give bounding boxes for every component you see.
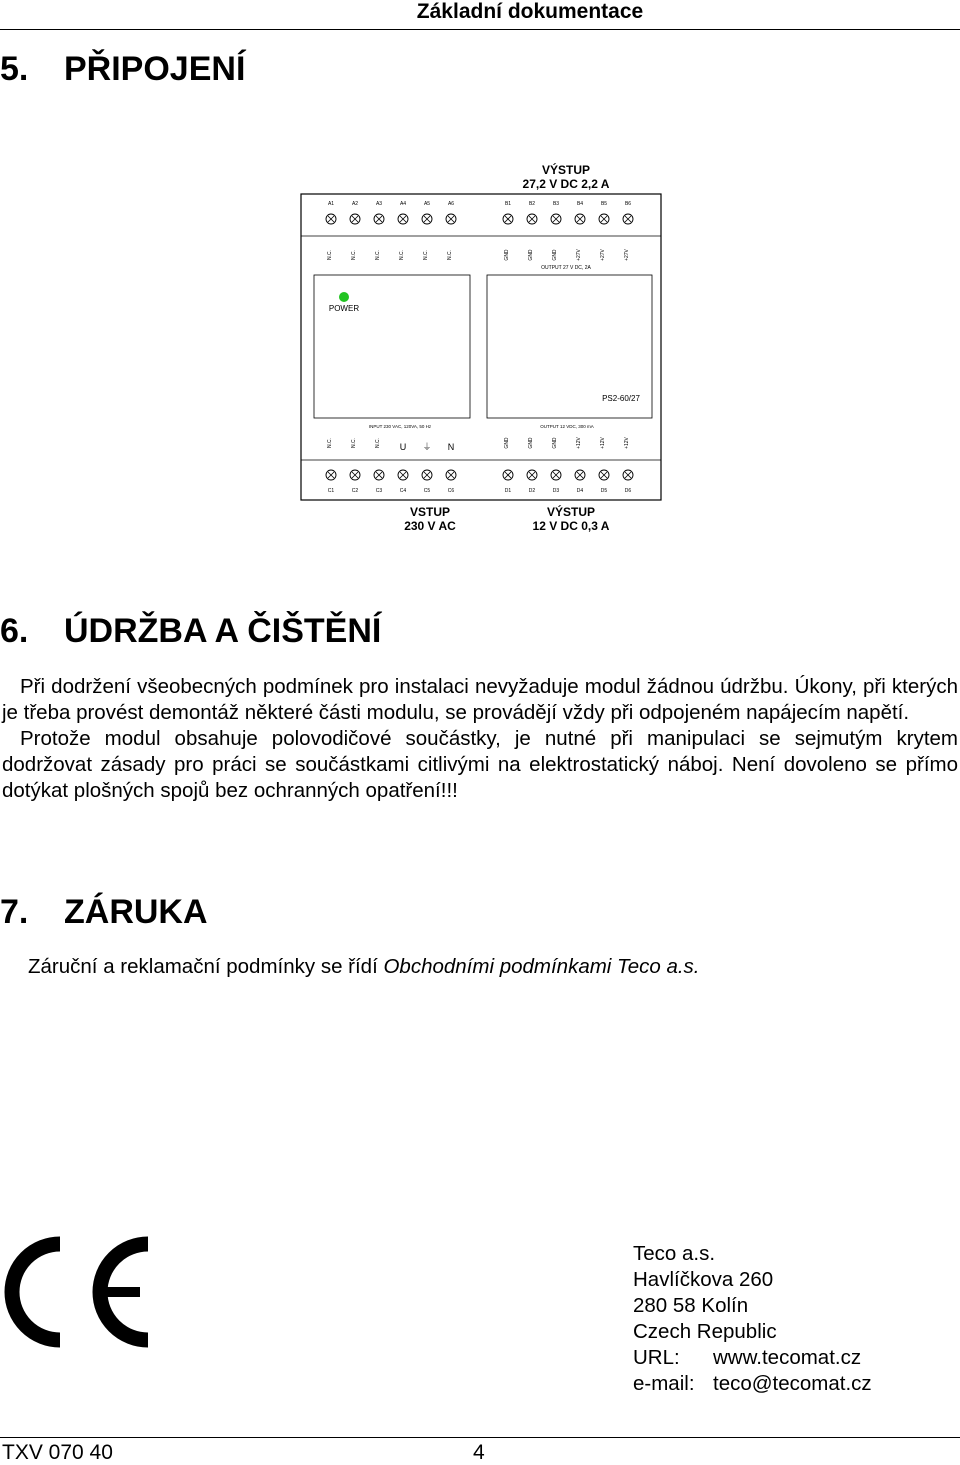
terminal-function-c3: N.C. <box>375 438 381 448</box>
terminal-label-d4: D4 <box>576 488 584 494</box>
company-country: Czech Republic <box>633 1320 777 1343</box>
terminal-label-d2: D2 <box>528 488 536 494</box>
terminal-function-c2: N.C. <box>351 438 357 448</box>
terminal-function-b2: GND <box>528 249 534 261</box>
terminal-label-a1: A1 <box>327 201 335 207</box>
terminal-label-a3: A3 <box>375 201 383 207</box>
terminal-label-d5: D5 <box>600 488 608 494</box>
terminal-label-c5: C5 <box>423 488 431 494</box>
terminal-function-a6: N.C. <box>447 250 453 260</box>
terminal-label-b2: B2 <box>528 201 536 207</box>
warranty-text-italic: Obchodními podmínkami Teco a.s. <box>383 955 700 978</box>
input-value: 230 V AC <box>404 519 456 533</box>
maintenance-paragraph-2: Protože modul obsahuje polovodičové součástky, je nutné při manipulaci se sejmutým krytem dodržovat zásady pro práci se součástkami citlivými na elektrostatický náboj. Není dovoleno se přímo dotýkat plošných spojů bez ochranných opatření!!! <box>2 727 958 802</box>
module-outline <box>301 194 661 500</box>
power-led <box>339 292 349 302</box>
company-url-link[interactable]: www.tecomat.cz <box>713 1346 862 1369</box>
section-7-title: ZÁRUKA <box>64 893 208 931</box>
url-label: URL: <box>633 1346 680 1369</box>
terminal-function-d6: +12V <box>624 437 630 449</box>
terminal-label-b1: B1 <box>504 201 512 207</box>
terminal-function-a4: N.C. <box>399 250 405 260</box>
section-5-heading <box>0 50 245 89</box>
terminal-function-c6: N <box>447 442 455 452</box>
company-url-line <box>633 1345 872 1371</box>
output-note: OUTPUT 12 VDC, 300 mA <box>540 424 594 429</box>
maintenance-paragraph-1: Při dodržení všeobecných podmínek pro instalaci nevyžaduje modul žádnou údržbu. Úkony, při kterých je třeba provést demontáž některé části modulu, se provádějí vždy při odpojeném napájecím napětí. <box>2 675 958 724</box>
bottom-output-title: VÝSTUP <box>546 505 596 519</box>
bottom-output-value: 12 V DC 0,3 A <box>532 519 610 533</box>
section-6-number: 6. <box>0 612 29 650</box>
warranty-text-plain: Záruční a reklamační podmínky se řídí <box>28 955 384 978</box>
footer-page-number: 4 <box>473 1441 485 1464</box>
terminal-function-b6: +27V <box>624 249 630 261</box>
company-name: Teco a.s. <box>633 1242 716 1265</box>
input-note: INPUT 230 VAC, 120VA, 50 Hz <box>368 424 432 429</box>
terminal-label-d1: D1 <box>504 488 512 494</box>
section-5-title: PŘIPOJENÍ <box>64 50 246 88</box>
terminal-function-d5: +12V <box>600 437 606 449</box>
header-title: Základní dokumentace <box>416 0 644 23</box>
input-title: VSTUP <box>409 505 451 519</box>
terminal-function-b3: GND <box>552 249 558 261</box>
terminal-function-a3: N.C. <box>375 250 381 260</box>
left-panel <box>314 275 470 418</box>
terminal-function-a5: N.C. <box>423 250 429 260</box>
footer-rule <box>0 1437 960 1438</box>
terminal-label-b3: B3 <box>552 201 560 207</box>
terminal-label-c2: C2 <box>351 488 359 494</box>
company-email-link[interactable]: teco@tecomat.cz <box>713 1372 872 1395</box>
terminal-label-a2: A2 <box>351 201 359 207</box>
terminal-label-b6: B6 <box>624 201 632 207</box>
company-city: 280 58 Kolín <box>633 1294 749 1317</box>
section-7-number: 7. <box>0 893 29 931</box>
section-5-number: 5. <box>0 50 29 88</box>
ce-mark-logo <box>0 1236 156 1348</box>
terminal-label-a4: A4 <box>399 201 407 207</box>
terminal-label-b4: B4 <box>576 201 584 207</box>
company-street: Havlíčkova 260 <box>633 1268 774 1291</box>
terminal-label-a6: A6 <box>447 201 455 207</box>
header-rule <box>0 29 960 30</box>
warranty-text <box>28 955 700 979</box>
terminal-function-c1: N.C. <box>327 438 333 448</box>
terminal-label-c4: C4 <box>399 488 407 494</box>
contact-block <box>633 1241 872 1397</box>
terminal-label-d3: D3 <box>552 488 560 494</box>
terminal-function-c4: U <box>399 442 407 452</box>
footer-doc-id: TXV 070 40 <box>2 1441 113 1464</box>
section-6-heading <box>0 612 381 651</box>
maintenance-text <box>2 674 958 804</box>
top-output-title: VÝSTUP <box>541 163 591 177</box>
top-output-value: 27,2 V DC 2,2 A <box>522 177 610 191</box>
terminal-label-a5: A5 <box>423 201 431 207</box>
section-7-heading <box>0 893 208 932</box>
terminal-function-d4: +12V <box>576 437 582 449</box>
terminal-function-b1: GND <box>504 249 510 261</box>
terminal-function-a2: N.C. <box>351 250 357 260</box>
top-output-note: OUTPUT 27 V DC, 2A <box>541 265 591 271</box>
terminal-function-c5: ⏚ <box>422 442 432 452</box>
terminal-label-c3: C3 <box>375 488 383 494</box>
model-label: PS2-60/27 <box>602 394 640 403</box>
terminal-function-d2: GND <box>528 437 534 449</box>
terminal-label-c1: C1 <box>327 488 335 494</box>
terminal-function-d3: GND <box>552 437 558 449</box>
top-terminal-row <box>326 201 633 261</box>
terminal-function-b5: +27V <box>600 249 606 261</box>
section-6-title: ÚDRŽBA A ČIŠTĚNÍ <box>64 612 382 650</box>
terminal-function-b4: +27V <box>576 249 582 261</box>
power-label: POWER <box>328 304 360 313</box>
terminal-label-b5: B5 <box>600 201 608 207</box>
terminal-function-a1: N.C. <box>327 250 333 260</box>
terminal-label-c6: C6 <box>447 488 455 494</box>
company-email-line <box>633 1371 872 1397</box>
terminal-label-d6: D6 <box>624 488 632 494</box>
bottom-terminal-row <box>326 436 633 494</box>
connection-diagram <box>300 155 670 545</box>
email-label: e-mail: <box>633 1372 695 1395</box>
terminal-function-d1: GND <box>504 437 510 449</box>
